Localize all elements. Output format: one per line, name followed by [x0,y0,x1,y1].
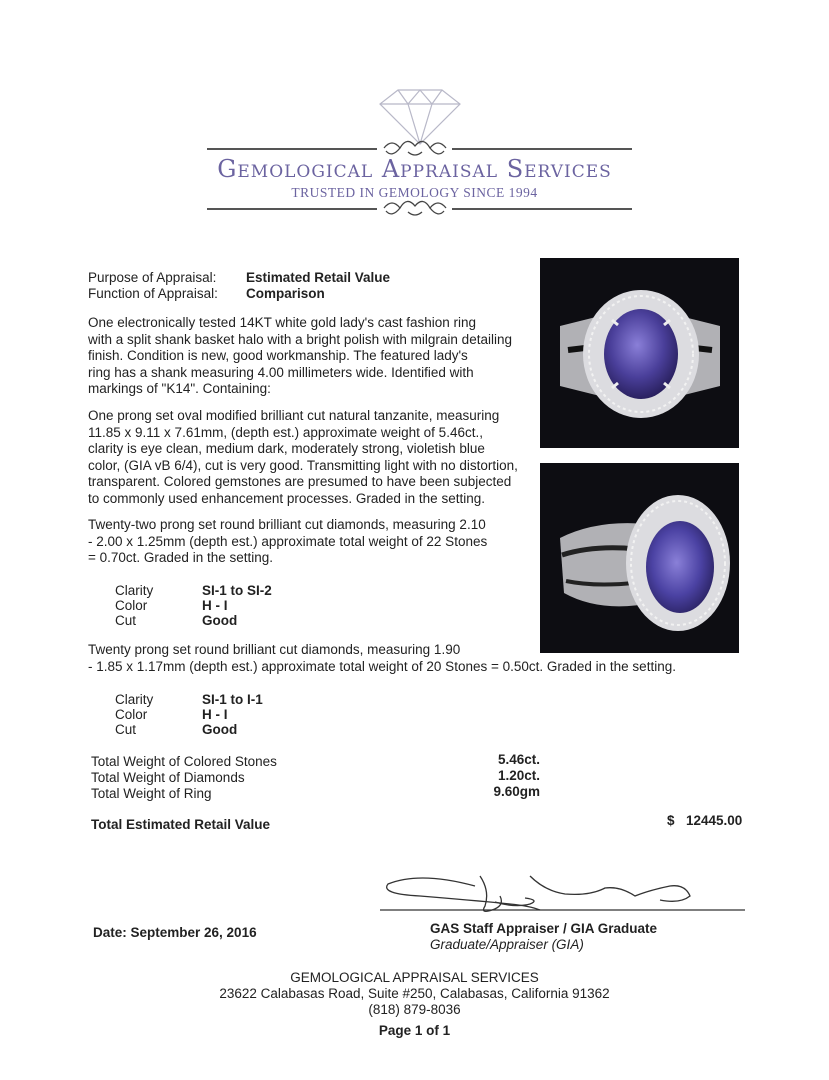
diamond-group-1-description [88,517,487,567]
function-label: Function of Appraisal: [88,286,218,301]
text-line: One prong set oval modified brilliant cut natural tanzanite, measuring [88,408,500,423]
spec-label: Clarity [115,583,154,598]
diamond-icon [378,86,462,146]
header-rule-bottom-right [452,208,632,210]
text-line: One electronically tested 14KT white gold lady's cast fashion ring [88,315,477,330]
text-line: = 0.70ct. Graded in the setting. [88,550,273,565]
ring-description [88,315,512,398]
scroll-ornament-icon [380,198,450,218]
total-value: 9.60gm [493,784,540,799]
appraisal-date: Date: September 26, 2016 [93,925,257,940]
text-line: color, (GIA vB 6/4), cut is very good. Transmitting light with no distortion, [88,457,518,473]
spec-value: Good [202,613,238,628]
spec-value: SI-1 to SI-2 [202,583,272,598]
text-line: with a split shank basket halo with a bright polish with milgrain detailing [88,331,512,347]
total-label: Total Weight of Ring [91,786,212,801]
spec-value: Good [202,722,238,737]
text-line: transparent. Colored gemstones are presumed to have been subjected [88,474,512,489]
text-line: ring has a shank measuring 4.00 millimeters wide. Identified with [88,364,474,380]
ring-top-view-image [540,258,739,448]
header-rule-bottom [207,208,377,210]
center-stone-description [88,408,518,507]
spec-value: SI-1 to I-1 [202,692,263,707]
spec-label: Clarity [115,692,154,707]
retail-currency: $ [667,813,675,828]
spec-label: Color [115,707,148,722]
ring-photo-angled [540,463,739,653]
total-label: Total Weight of Colored Stones [91,754,277,769]
text-line: markings of "K14". Containing: [88,381,271,396]
brand-name: Gemological Appraisal Services [217,155,612,183]
signature-image [380,866,745,918]
text-line: to commonly used enhancement processes. Graded in the setting. [88,490,485,506]
ring-angled-view-image [540,463,739,653]
total-label: Total Weight of Diamonds [91,770,245,785]
text-line: Twenty prong set round brilliant cut diamonds, measuring 1.90 [88,642,461,657]
spec-label: Cut [115,613,137,628]
total-value: 1.20ct. [497,768,540,783]
text-line: clarity is eye clean, medium dark, moderately strong, violetish blue [88,441,485,456]
text-line: Twenty-two prong set round brilliant cut diamonds, measuring 2.10 [88,517,486,532]
function-value: Comparison [246,286,325,301]
total-value: 5.46ct. [497,752,540,767]
text-line: - 1.85 x 1.17mm (depth est.) approximate total weight of 20 Stones = 0.50ct. Graded in the setting. [88,658,676,674]
text-line: 11.85 x 9.11 x 7.61mm, (depth est.) approximate weight of 5.46ct., [88,424,483,440]
spec-value: H - I [202,707,228,722]
footer-company: GEMOLOGICAL APPRAISAL SERVICES [290,970,539,985]
purpose-label: Purpose of Appraisal: [88,270,217,285]
appraiser-title: GAS Staff Appraiser / GIA Graduate [430,921,658,936]
header-rule-top [207,148,377,150]
footer-address: 23622 Calabasas Road, Suite #250, Calabasas, California 91362 [219,986,610,1001]
text-line: finish. Condition is new, good workmanship. The featured lady's [88,348,468,363]
retail-value-label: Total Estimated Retail Value [91,817,271,832]
header-rule-top-right [452,148,632,150]
brand-tagline: TRUSTED IN GEMOLOGY SINCE 1994 [291,185,538,200]
text-line: - 2.00 x 1.25mm (depth est.) approximate total weight of 22 Stones [88,533,488,549]
spec-label: Color [115,598,148,613]
ring-photo-top [540,258,739,448]
retail-value-amount: 12445.00 [686,813,743,828]
page-number: Page 1 of 1 [378,1023,451,1038]
spec-value: H - I [202,598,228,613]
purpose-value: Estimated Retail Value [246,270,391,285]
spec-label: Cut [115,722,137,737]
appraiser-subtitle: Graduate/Appraiser (GIA) [430,937,584,952]
footer-phone: (818) 879-8036 [368,1002,461,1017]
